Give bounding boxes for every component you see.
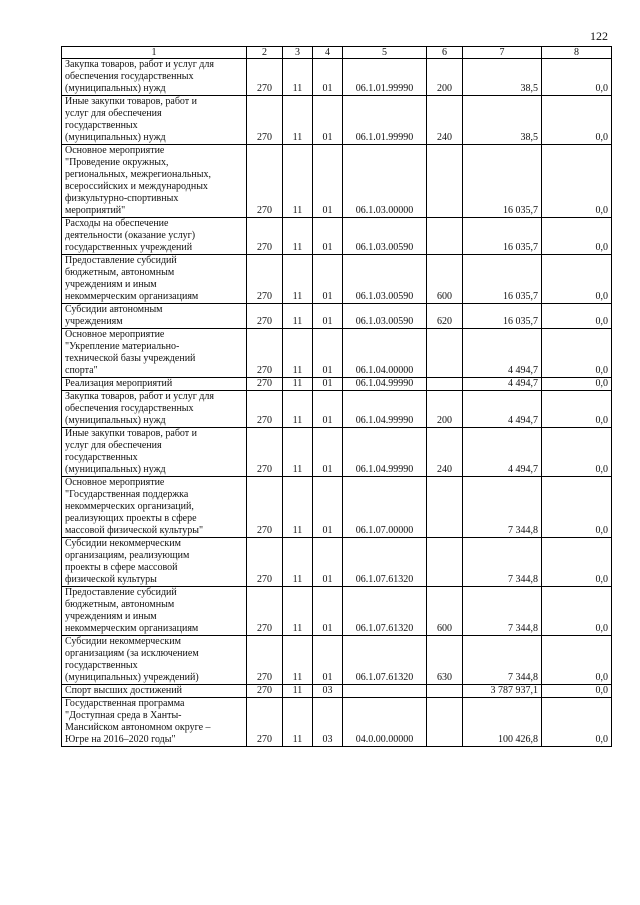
cell-target-item: 06.1.07.61320 xyxy=(343,636,427,685)
cell-expense-type xyxy=(427,477,463,538)
cell-expense-type xyxy=(427,538,463,587)
cell-subsection: 01 xyxy=(313,329,343,378)
cell-target-item: 06.1.01.99990 xyxy=(343,96,427,145)
cell-amount-extra: 0,0 xyxy=(542,587,612,636)
cell-section: 11 xyxy=(283,391,313,428)
cell-amount: 7 344,8 xyxy=(463,477,542,538)
cell-ministry-code: 270 xyxy=(247,636,283,685)
cell-amount: 16 035,7 xyxy=(463,145,542,218)
cell-subsection: 01 xyxy=(313,378,343,391)
cell-amount-extra: 0,0 xyxy=(542,698,612,747)
cell-expense-type xyxy=(427,218,463,255)
cell-amount: 7 344,8 xyxy=(463,538,542,587)
table-row xyxy=(62,255,612,304)
cell-section: 11 xyxy=(283,218,313,255)
cell-amount: 4 494,7 xyxy=(463,378,542,391)
cell-target-item: 06.1.03.00000 xyxy=(343,145,427,218)
cell-subsection: 01 xyxy=(313,391,343,428)
cell-target-item: 06.1.07.61320 xyxy=(343,538,427,587)
cell-amount: 4 494,7 xyxy=(463,329,542,378)
cell-amount: 7 344,8 xyxy=(463,636,542,685)
cell-amount-extra: 0,0 xyxy=(542,636,612,685)
column-header: 5 xyxy=(343,47,427,59)
cell-subsection: 01 xyxy=(313,255,343,304)
cell-expense-type xyxy=(427,329,463,378)
row-description: Субсидии автономным учреждениям xyxy=(62,304,247,329)
cell-amount: 16 035,7 xyxy=(463,255,542,304)
cell-amount: 38,5 xyxy=(463,59,542,96)
table-row xyxy=(62,636,612,685)
cell-target-item: 06.1.03.00590 xyxy=(343,304,427,329)
column-header: 2 xyxy=(247,47,283,59)
cell-amount-extra: 0,0 xyxy=(542,378,612,391)
cell-subsection: 01 xyxy=(313,145,343,218)
cell-amount-extra: 0,0 xyxy=(542,96,612,145)
cell-subsection: 01 xyxy=(313,96,343,145)
cell-ministry-code: 270 xyxy=(247,477,283,538)
cell-amount-extra: 0,0 xyxy=(542,59,612,96)
cell-subsection: 01 xyxy=(313,59,343,96)
cell-target-item: 06.1.04.99990 xyxy=(343,378,427,391)
cell-ministry-code: 270 xyxy=(247,218,283,255)
row-description: Предоставление субсидий бюджетным, автономным учреждениям и иным некоммерческим организациям xyxy=(62,587,247,636)
row-description: Основное мероприятие "Проведение окружных, региональных, межрегиональных, всероссийских и международных физкультурно-спортивных мероприятий" xyxy=(62,145,247,218)
cell-expense-type xyxy=(427,698,463,747)
table-row xyxy=(62,538,612,587)
cell-ministry-code: 270 xyxy=(247,304,283,329)
cell-amount-extra: 0,0 xyxy=(542,255,612,304)
cell-amount: 7 344,8 xyxy=(463,587,542,636)
cell-amount: 38,5 xyxy=(463,96,542,145)
cell-section: 11 xyxy=(283,428,313,477)
cell-section: 11 xyxy=(283,587,313,636)
cell-subsection: 01 xyxy=(313,477,343,538)
cell-expense-type: 200 xyxy=(427,391,463,428)
cell-expense-type: 600 xyxy=(427,587,463,636)
row-description: Основное мероприятие "Укрепление материально- технической базы учреждений спорта" xyxy=(62,329,247,378)
cell-section: 11 xyxy=(283,378,313,391)
cell-amount-extra: 0,0 xyxy=(542,218,612,255)
table-row xyxy=(62,587,612,636)
cell-target-item: 04.0.00.00000 xyxy=(343,698,427,747)
cell-target-item: 06.1.03.00590 xyxy=(343,218,427,255)
cell-amount-extra: 0,0 xyxy=(542,329,612,378)
cell-subsection: 01 xyxy=(313,428,343,477)
cell-target-item: 06.1.07.00000 xyxy=(343,477,427,538)
column-header: 6 xyxy=(427,47,463,59)
table-row xyxy=(62,378,612,391)
cell-expense-type: 600 xyxy=(427,255,463,304)
cell-expense-type: 240 xyxy=(427,96,463,145)
table-row xyxy=(62,477,612,538)
cell-amount: 4 494,7 xyxy=(463,391,542,428)
table-row xyxy=(62,96,612,145)
row-description: Реализация мероприятий xyxy=(62,378,247,391)
cell-subsection: 01 xyxy=(313,218,343,255)
column-header: 8 xyxy=(542,47,612,59)
cell-amount-extra: 0,0 xyxy=(542,477,612,538)
cell-ministry-code: 270 xyxy=(247,145,283,218)
row-description: Субсидии некоммерческим организациям, реализующим проекты в сфере массовой физической культуры xyxy=(62,538,247,587)
cell-expense-type: 620 xyxy=(427,304,463,329)
cell-section: 11 xyxy=(283,59,313,96)
table-row xyxy=(62,685,612,698)
table-row xyxy=(62,59,612,96)
cell-section: 11 xyxy=(283,329,313,378)
cell-expense-type: 240 xyxy=(427,428,463,477)
cell-amount-extra: 0,0 xyxy=(542,538,612,587)
row-description: Иные закупки товаров, работ и услуг для обеспечения государственных (муниципальных) нужд xyxy=(62,96,247,145)
cell-section: 11 xyxy=(283,255,313,304)
table-header-row xyxy=(62,47,612,59)
table-row xyxy=(62,428,612,477)
cell-ministry-code: 270 xyxy=(247,255,283,304)
table-row xyxy=(62,698,612,747)
cell-subsection: 01 xyxy=(313,587,343,636)
cell-ministry-code: 270 xyxy=(247,378,283,391)
table-row xyxy=(62,218,612,255)
column-header: 3 xyxy=(283,47,313,59)
column-header: 4 xyxy=(313,47,343,59)
cell-amount: 3 787 937,1 xyxy=(463,685,542,698)
cell-ministry-code: 270 xyxy=(247,538,283,587)
cell-amount: 16 035,7 xyxy=(463,304,542,329)
cell-expense-type xyxy=(427,378,463,391)
cell-section: 11 xyxy=(283,698,313,747)
cell-target-item: 06.1.04.99990 xyxy=(343,428,427,477)
cell-subsection: 01 xyxy=(313,538,343,587)
row-description: Предоставление субсидий бюджетным, автономным учреждениям и иным некоммерческим организациям xyxy=(62,255,247,304)
cell-expense-type: 630 xyxy=(427,636,463,685)
column-header: 1 xyxy=(62,47,247,59)
cell-subsection: 01 xyxy=(313,304,343,329)
cell-ministry-code: 270 xyxy=(247,391,283,428)
page-number: 122 xyxy=(590,29,608,43)
cell-amount-extra: 0,0 xyxy=(542,391,612,428)
cell-target-item: 06.1.04.99990 xyxy=(343,391,427,428)
cell-target-item: 06.1.04.00000 xyxy=(343,329,427,378)
cell-amount: 16 035,7 xyxy=(463,218,542,255)
cell-section: 11 xyxy=(283,636,313,685)
cell-expense-type: 200 xyxy=(427,59,463,96)
cell-section: 11 xyxy=(283,145,313,218)
cell-target-item: 06.1.07.61320 xyxy=(343,587,427,636)
cell-target-item: 06.1.01.99990 xyxy=(343,59,427,96)
cell-amount-extra: 0,0 xyxy=(542,145,612,218)
table-row xyxy=(62,145,612,218)
cell-ministry-code: 270 xyxy=(247,59,283,96)
cell-expense-type xyxy=(427,145,463,218)
cell-section: 11 xyxy=(283,96,313,145)
row-description: Основное мероприятие "Государственная поддержка некоммерческих организаций, реализующих проекты в сфере массовой физической культуры" xyxy=(62,477,247,538)
table-row xyxy=(62,304,612,329)
cell-amount-extra: 0,0 xyxy=(542,428,612,477)
row-description: Иные закупки товаров, работ и услуг для обеспечения государственных (муниципальных) нужд xyxy=(62,428,247,477)
row-description: Закупка товаров, работ и услуг для обеспечения государственных (муниципальных) нужд xyxy=(62,391,247,428)
cell-section: 11 xyxy=(283,538,313,587)
cell-section: 11 xyxy=(283,304,313,329)
row-description: Субсидии некоммерческим организациям (за исключением государственных (муниципальных) учреждений) xyxy=(62,636,247,685)
cell-section: 11 xyxy=(283,685,313,698)
row-description: Расходы на обеспечение деятельности (оказание услуг) государственных учреждений xyxy=(62,218,247,255)
cell-ministry-code: 270 xyxy=(247,428,283,477)
cell-section: 11 xyxy=(283,477,313,538)
cell-amount-extra: 0,0 xyxy=(542,304,612,329)
cell-amount: 100 426,8 xyxy=(463,698,542,747)
cell-ministry-code: 270 xyxy=(247,685,283,698)
cell-target-item: 06.1.03.00590 xyxy=(343,255,427,304)
column-header: 7 xyxy=(463,47,542,59)
cell-expense-type xyxy=(427,685,463,698)
cell-subsection: 03 xyxy=(313,685,343,698)
cell-ministry-code: 270 xyxy=(247,587,283,636)
row-description: Спорт высших достижений xyxy=(62,685,247,698)
cell-subsection: 03 xyxy=(313,698,343,747)
cell-ministry-code: 270 xyxy=(247,96,283,145)
row-description: Закупка товаров, работ и услуг для обеспечения государственных (муниципальных) нужд xyxy=(62,59,247,96)
cell-amount-extra: 0,0 xyxy=(542,685,612,698)
cell-ministry-code: 270 xyxy=(247,698,283,747)
table-row xyxy=(62,391,612,428)
row-description: Государственная программа "Доступная среда в Ханты- Мансийском автономном округе – Югре на 2016–2020 годы" xyxy=(62,698,247,747)
table-row xyxy=(62,329,612,378)
budget-table xyxy=(61,46,612,747)
cell-amount: 4 494,7 xyxy=(463,428,542,477)
cell-ministry-code: 270 xyxy=(247,329,283,378)
cell-target-item xyxy=(343,685,427,698)
cell-subsection: 01 xyxy=(313,636,343,685)
